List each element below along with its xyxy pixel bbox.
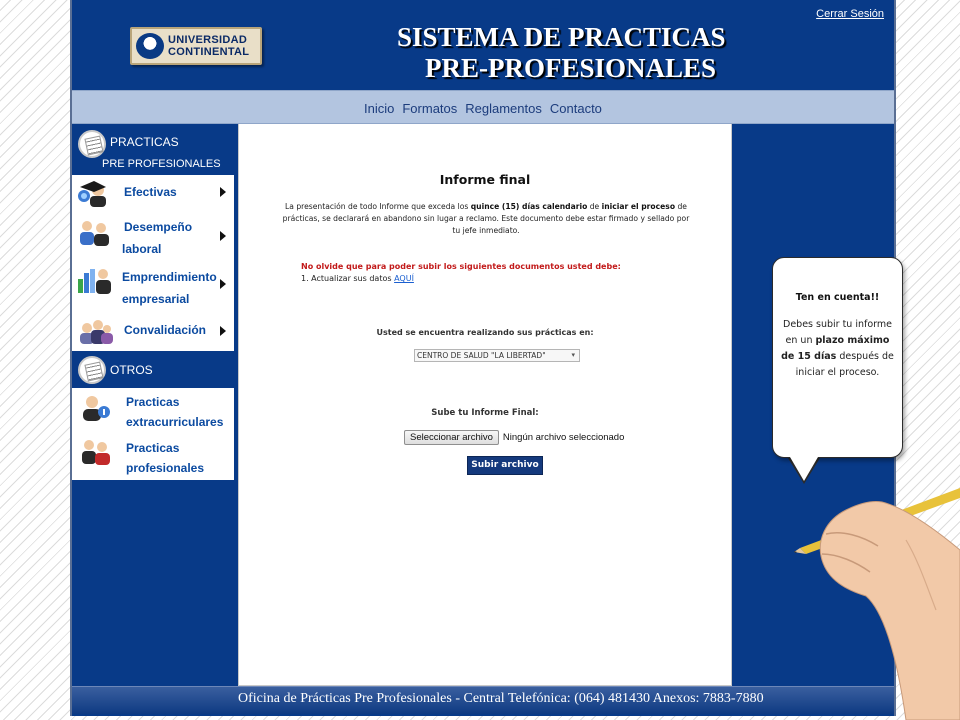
main-content	[238, 124, 732, 686]
practice-site-label: Usted se encuentra realizando sus prácticas en:	[376, 328, 594, 337]
sidebar-item-profesionales[interactable]	[72, 434, 234, 480]
intro-part-2: de	[587, 202, 602, 211]
callout-body-2: después de iniciar el proceso.	[795, 351, 894, 378]
university-emblem-icon	[136, 33, 164, 59]
logo-text	[168, 34, 249, 58]
sidebar-item-label-2: extracurriculares	[126, 415, 224, 429]
file-input-row	[404, 430, 624, 445]
upload-label: Sube tu Informe Final:	[431, 408, 539, 418]
chevron-right-icon	[220, 326, 226, 336]
graduate-icon	[76, 178, 112, 208]
submit-file-button[interactable]: Subir archivo	[467, 456, 543, 475]
callout-heading: Ten en cuenta!!	[795, 292, 880, 303]
file-status: Ningún archivo seleccionado	[502, 432, 625, 443]
chevron-right-icon	[220, 231, 226, 241]
sidebar-item-efectivas[interactable]	[72, 175, 234, 211]
nav-reglamentos[interactable]: Reglamentos	[465, 101, 542, 116]
group-icon	[78, 316, 114, 346]
sidebar-item-label-2: empresarial	[122, 292, 190, 306]
nav-contacto[interactable]: Contacto	[549, 101, 602, 116]
sidebar-section-title: OTROS	[110, 363, 153, 377]
sidebar-item-emprendimiento[interactable]	[72, 263, 234, 311]
top-nav	[72, 90, 894, 124]
nav-inicio[interactable]: Inicio	[364, 101, 395, 116]
sidebar-section-practicas	[72, 128, 236, 174]
header	[72, 0, 894, 90]
choose-file-button[interactable]: Seleccionar archivo	[404, 430, 499, 445]
intro-text	[281, 201, 691, 237]
sidebar-item-label: Practicas	[126, 441, 180, 455]
intro-bold-2: iniciar el proceso	[601, 202, 676, 211]
business-chart-icon	[76, 265, 112, 295]
system-title-line-2: PRE-PROFESIONALES	[425, 53, 717, 83]
chevron-right-icon	[220, 279, 226, 289]
sidebar-item-label-2: profesionales	[126, 461, 205, 475]
logo-line-2: CONTINENTAL	[168, 46, 250, 58]
intro-bold-1: quince (15) días calendario	[470, 202, 588, 211]
update-data-link[interactable]: AQUÍ	[394, 274, 414, 283]
user-help-icon	[76, 392, 112, 422]
people-icon	[76, 217, 112, 247]
sidebar-menu-otros	[72, 388, 234, 480]
sidebar-item-label: Convalidación	[124, 323, 207, 337]
documents-icon	[78, 356, 106, 384]
users-icon	[78, 436, 114, 466]
sidebar-item-convalidacion[interactable]	[72, 313, 234, 351]
logout-link[interactable]: Cerrar Sesión	[816, 8, 884, 20]
sidebar-section-title-1: PRACTICAS	[110, 135, 179, 149]
sidebar-item-extracurriculares[interactable]	[72, 388, 234, 434]
sidebar-menu-practicas	[72, 175, 234, 351]
system-title-line-1: SISTEMA DE PRACTICAS	[397, 22, 726, 52]
sidebar-section-title-2: PRE PROFESIONALES	[102, 158, 221, 170]
logo-line-1: UNIVERSIDAD	[168, 34, 248, 46]
university-logo[interactable]	[130, 27, 262, 65]
documents-icon	[78, 130, 106, 158]
sidebar-item-label-2: laboral	[122, 242, 162, 256]
sidebar-item-desempeno[interactable]	[72, 213, 234, 261]
callout-body-bold: plazo máximo de 15 días	[781, 335, 890, 362]
chevron-right-icon	[220, 187, 226, 197]
hand-pencil-icon	[786, 480, 960, 720]
page-title: Informe final	[439, 172, 531, 187]
callout-tail	[790, 457, 818, 481]
sidebar-item-label: Emprendimiento	[122, 270, 217, 284]
callout-body	[781, 317, 894, 381]
nav-items	[364, 101, 602, 116]
nav-formatos[interactable]: Formatos	[402, 101, 458, 116]
sidebar-item-label: Efectivas	[124, 185, 177, 199]
sidebar-item-label: Practicas	[126, 395, 180, 409]
sidebar-section-otros	[72, 355, 236, 387]
callout-bubble	[772, 257, 903, 458]
sidebar-item-label: Desempeño	[124, 220, 193, 234]
practice-site-select[interactable]: CENTRO DE SALUD "LA LIBERTAD" ▾	[414, 349, 580, 362]
intro-part-1: La presentación de todo Informe que exceda los	[285, 202, 471, 211]
footer-text: Oficina de Prácticas Pre Profesionales - Central Telefónica: (064) 481430 Anexos: 7883-7880	[238, 691, 764, 706]
warning-note: No olvide que para poder subir los siguientes documentos usted debe:	[301, 262, 621, 271]
note-item	[301, 273, 414, 285]
intro-part-3: de prácticas, se declarará en abandono sin lugar a reclamo. Este documento debe estar firmado y sellado por tu jefe inmediato.	[282, 202, 690, 235]
note-item-text: 1. Actualizar sus datos	[301, 274, 395, 283]
callout-body-1: Debes subir tu informe en un	[783, 319, 892, 346]
footer	[72, 686, 894, 714]
